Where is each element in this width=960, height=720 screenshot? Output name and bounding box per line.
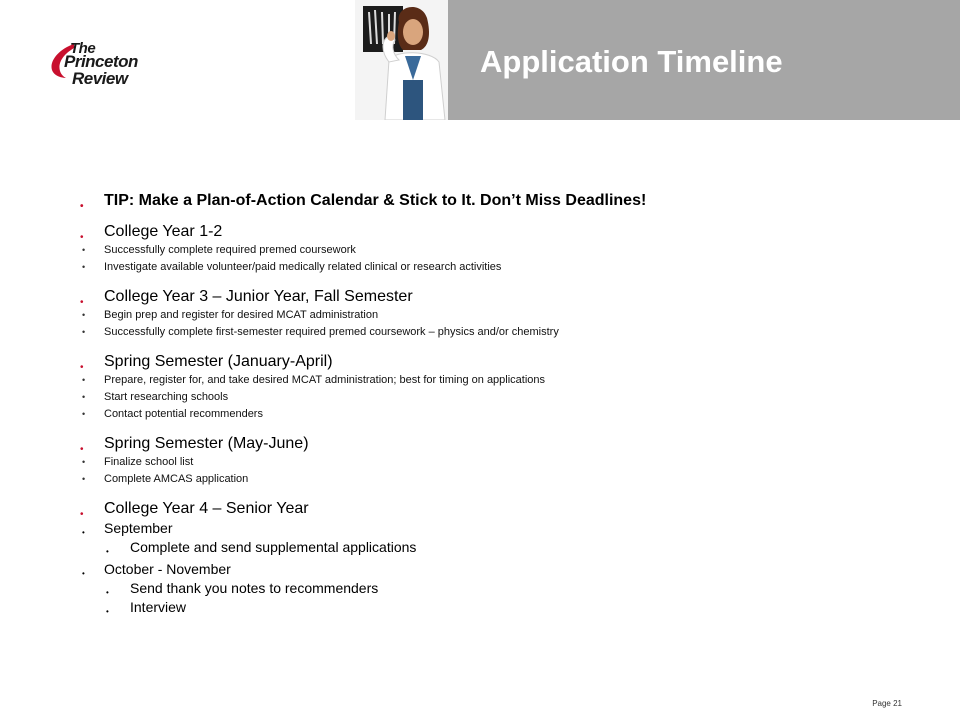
tip-text: TIP: Make a Plan-of-Action Calendar & Stick to It. Don’t Miss Deadlines! (104, 192, 647, 209)
bullet-icon: • (82, 262, 86, 272)
section-heading (80, 498, 940, 519)
section-heading-text: Spring Semester (January-April) (104, 353, 333, 370)
list-item-text: Finalize school list (104, 456, 194, 468)
section-heading-text: College Year 3 – Junior Year, Fall Semester (104, 288, 413, 305)
section-year-4 (80, 498, 940, 617)
section-year-3 (80, 286, 940, 341)
section-year-1-2 (80, 221, 940, 276)
bullet-icon: • (82, 327, 86, 337)
list-item (80, 324, 940, 341)
list-item (80, 242, 940, 259)
section-heading (80, 351, 940, 372)
list-item (80, 454, 940, 471)
doctor-xray-photo (355, 0, 448, 120)
bullet-icon: • (82, 474, 86, 484)
bullet-icon: • (80, 444, 84, 455)
list-item-text: Contact potential recommenders (104, 408, 263, 420)
list-item-text: Prepare, register for, and take desired MCAT administration; best for timing on applications (104, 374, 546, 386)
header-band (448, 0, 960, 120)
list-item (80, 579, 940, 598)
bullet-icon: • (106, 547, 109, 556)
list-item (80, 538, 940, 557)
princeton-review-logo (44, 38, 154, 90)
list-item-text: Complete and send supplemental applications (130, 539, 417, 555)
doctor-illustration-icon (355, 0, 448, 120)
section-heading (80, 221, 940, 242)
section-heading (80, 286, 940, 307)
bullet-icon: • (106, 607, 109, 616)
timeline-content (80, 190, 940, 627)
bullet-icon: • (82, 245, 86, 255)
bullet-icon: • (82, 528, 85, 537)
list-item (80, 372, 940, 389)
bullet-icon: • (80, 362, 84, 373)
month-label-text: October - November (104, 561, 231, 577)
list-item (80, 307, 940, 324)
month-label-text: September (104, 520, 173, 536)
list-item-text: Begin prep and register for desired MCAT administration (104, 309, 379, 321)
list-item-text: Complete AMCAS application (104, 473, 249, 485)
bullet-icon: • (106, 588, 109, 597)
bullet-icon: • (82, 392, 86, 402)
tip-item (80, 190, 940, 211)
list-item-text: Start researching schools (104, 391, 229, 403)
bullet-icon: • (80, 201, 84, 212)
list-item-text: Send thank you notes to recommenders (130, 580, 379, 596)
section-spring-may-jun (80, 433, 940, 488)
bullet-icon: • (82, 569, 85, 578)
logo-text-the: The (70, 40, 96, 57)
bullet-icon: • (80, 297, 84, 308)
list-item-text: Interview (130, 599, 187, 615)
month-group-label (80, 519, 940, 538)
list-item (80, 406, 940, 423)
list-item (80, 598, 940, 617)
page-title: Application Timeline (480, 44, 783, 79)
bullet-icon: • (82, 457, 86, 467)
section-heading (80, 433, 940, 454)
list-item-text: Successfully complete required premed coursework (104, 244, 356, 256)
bullet-icon: • (82, 310, 86, 320)
logo-text-review: Review (72, 69, 128, 88)
section-heading-text: College Year 4 – Senior Year (104, 500, 309, 517)
bullet-icon: • (82, 375, 86, 385)
bullet-icon: • (80, 232, 84, 243)
list-item-text: Successfully complete first-semester required premed coursework – physics and/or chemistry (104, 326, 559, 338)
bullet-icon: • (80, 509, 84, 520)
list-item-text: Investigate available volunteer/paid medically related clinical or research activities (104, 261, 502, 273)
list-item (80, 259, 940, 276)
section-heading-text: Spring Semester (May-June) (104, 435, 309, 452)
bullet-icon: • (82, 409, 86, 419)
logo-text-princeton: Princeton (64, 52, 138, 71)
section-spring-jan-apr (80, 351, 940, 423)
list-item (80, 471, 940, 488)
list-item (80, 389, 940, 406)
page-number: Page 21 (872, 699, 902, 708)
section-heading-text: College Year 1-2 (104, 223, 223, 240)
month-group-label (80, 560, 940, 579)
